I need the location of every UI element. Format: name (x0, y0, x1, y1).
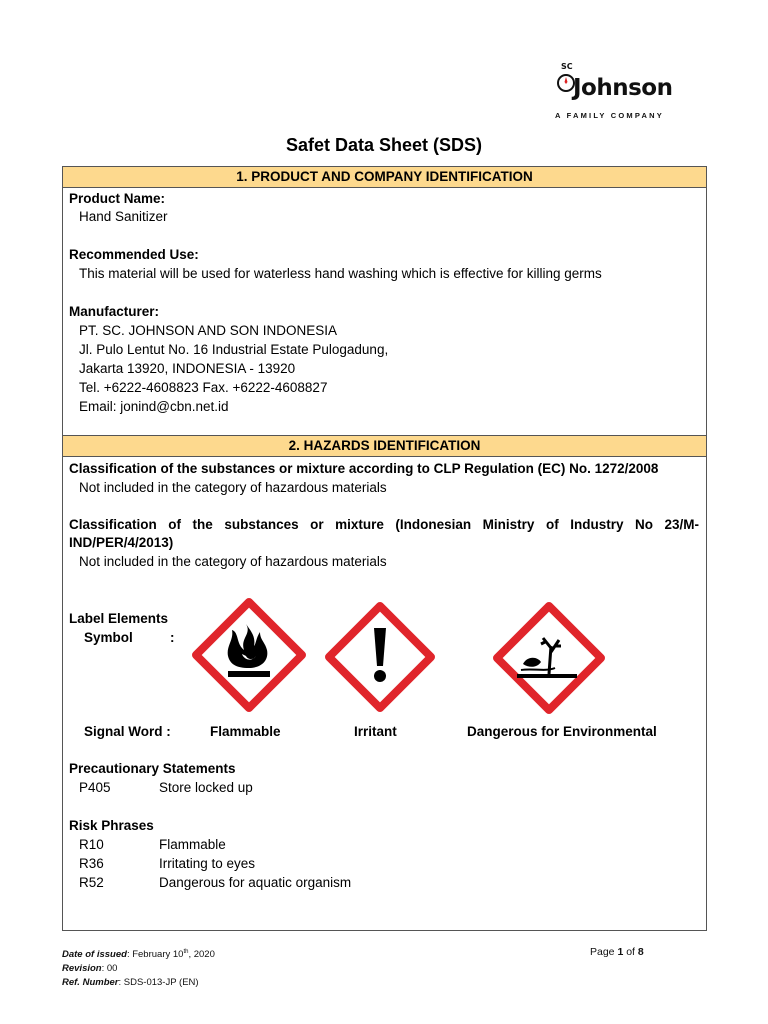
footer-date-sup: th (183, 949, 189, 955)
section1-heading: 1. PRODUCT AND COMPANY IDENTIFICATION (62, 166, 707, 188)
footer-ref-number (62, 977, 199, 988)
logo-name: Johnson (573, 75, 673, 101)
section2-heading: 2. HAZARDS IDENTIFICATION (62, 435, 707, 457)
clp-heading: Classification of the substances or mixture according to CLP Regulation (EC) No. 1272/2008 (69, 461, 659, 476)
page-title: Safet Data Sheet (SDS) (285, 135, 483, 155)
environment-pictogram-icon (493, 602, 605, 714)
manufacturer-line: PT. SC. JOHNSON AND SON INDONESIA (79, 323, 338, 338)
footer-revision-label: Revision (62, 963, 102, 974)
product-name-value: Hand Sanitizer (79, 209, 168, 224)
precautionary-text: Store locked up (159, 780, 253, 795)
footer-page-total: 8 (637, 946, 644, 958)
manufacturer-label: Manufacturer: (69, 304, 160, 319)
signal-word-label: Signal Word : (84, 724, 171, 739)
footer-ref-value: : SDS-013-JP (EN) (118, 977, 199, 988)
exclamation-pictogram-icon (325, 602, 435, 712)
product-name-label: Product Name: (69, 191, 166, 206)
flame-pictogram-icon (192, 598, 306, 712)
symbol-colon: : (170, 630, 175, 645)
footer-page-current: 1 (617, 946, 624, 958)
recommended-use-value: This material will be used for waterless hand washing which is effective for killing germs (79, 266, 602, 281)
risk-code: R10 (79, 837, 104, 852)
logo-sc: SC (561, 62, 573, 71)
risk-phrases-heading: Risk Phrases (69, 818, 154, 833)
indo-heading-line1: Classification of the substances or mixture (Indonesian Ministry of Industry No 23/M- (69, 517, 699, 532)
footer-page-of: of (626, 946, 635, 958)
precautionary-code: P405 (79, 780, 111, 795)
footer-date (62, 949, 215, 960)
footer-date-year: , 2020 (188, 949, 215, 961)
manufacturer-email: Email: jonind@cbn.net.id (79, 399, 229, 414)
manufacturer-line: Tel. +6222-4608823 Fax. +6222-4608827 (79, 380, 328, 395)
footer-revision-value: : 00 (101, 963, 118, 974)
risk-text: Dangerous for aquatic organism (159, 875, 352, 890)
logo-tagline: A FAMILY COMPANY (555, 111, 664, 120)
footer-revision (62, 963, 117, 974)
sc-johnson-logo (553, 62, 673, 126)
indo-value: Not included in the category of hazardous materials (79, 554, 387, 569)
risk-text: Irritating to eyes (159, 856, 256, 871)
clp-value: Not included in the category of hazardous materials (79, 480, 387, 495)
risk-code: R52 (79, 875, 104, 890)
footer-page-number (590, 946, 644, 958)
signal-word-environmental: Dangerous for Environmental (467, 724, 657, 739)
precautionary-heading: Precautionary Statements (69, 761, 236, 776)
footer-date-value: : February 10 (126, 949, 184, 961)
manufacturer-line: Jl. Pulo Lentut No. 16 Industrial Estate Pulogadung, (79, 342, 389, 357)
symbol-label: Symbol (84, 630, 133, 645)
risk-code: R36 (79, 856, 104, 871)
footer-page-word: Page (590, 946, 615, 958)
footer-ref-label: Ref. Number (62, 977, 119, 988)
recommended-use-label: Recommended Use: (69, 247, 199, 262)
risk-text: Flammable (159, 837, 226, 852)
footer-date-label: Date of issued (62, 949, 127, 961)
indo-heading-line2: IND/PER/4/2013) (69, 535, 174, 550)
signal-word-irritant: Irritant (354, 724, 397, 739)
signal-word-flammable: Flammable (210, 724, 281, 739)
manufacturer-line: Jakarta 13920, INDONESIA - 13920 (79, 361, 296, 376)
label-elements-heading: Label Elements (69, 611, 169, 626)
